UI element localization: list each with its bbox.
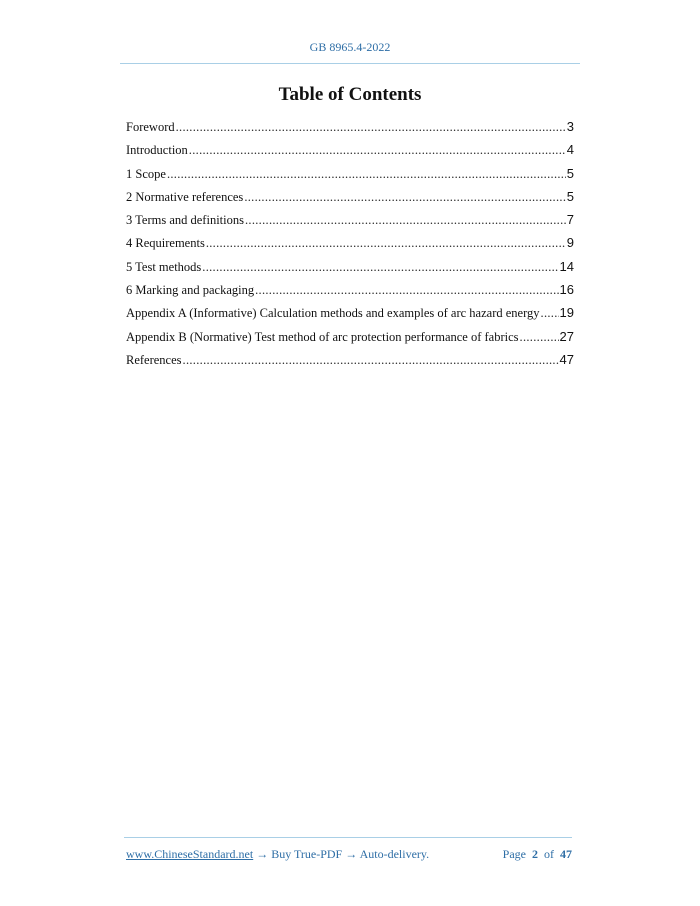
- toc-entry-label: 3 Terms and definitions: [126, 213, 244, 228]
- toc-entry-label: 5 Test methods: [126, 259, 202, 274]
- toc-dot-leader: [202, 258, 558, 276]
- toc-entry-page: 5: [566, 165, 574, 181]
- page-title: Table of Contents: [278, 84, 422, 105]
- toc-entry-page: 7: [566, 212, 574, 228]
- toc-dot-leader: [189, 141, 566, 159]
- delivery-note: Auto-delivery.: [359, 847, 430, 861]
- toc-dot-leader: [183, 351, 559, 369]
- table-of-contents: [126, 118, 574, 374]
- toc-dot-leader: [167, 165, 566, 183]
- toc-entry[interactable]: [126, 188, 574, 211]
- footer-divider: [124, 837, 572, 838]
- toc-entry-page: 14: [559, 258, 574, 274]
- toc-entry[interactable]: [126, 304, 574, 327]
- toc-entry-label: Foreword: [126, 120, 175, 134]
- page-word: Page: [502, 847, 526, 861]
- footer-promo: [126, 847, 429, 862]
- of-word: of: [544, 847, 554, 861]
- toc-entry-label: 1 Scope: [126, 166, 166, 181]
- toc-entry[interactable]: [126, 141, 574, 164]
- toc-entry-page: 3: [566, 119, 574, 134]
- toc-dot-leader: [244, 188, 565, 206]
- toc-entry-label: Appendix A (Informative) Calculation methods and examples of arc hazard energy: [126, 306, 540, 321]
- toc-entry[interactable]: [126, 328, 574, 351]
- toc-entry-label: References: [126, 352, 182, 367]
- toc-entry-page: 9: [566, 235, 574, 251]
- page-indicator: [503, 847, 572, 862]
- toc-entry-page: 16: [559, 282, 574, 298]
- toc-entry-page: 27: [559, 328, 574, 344]
- total-pages-number: 47: [560, 847, 572, 861]
- toc-dot-leader: [541, 304, 559, 322]
- buy-pdf-link[interactable]: Buy True-PDF: [271, 847, 343, 861]
- toc-dot-leader: [206, 234, 566, 252]
- toc-entry-page: 4: [566, 142, 574, 158]
- website-link[interactable]: www.ChineseStandard.net: [126, 847, 254, 861]
- toc-dot-leader: [255, 281, 558, 299]
- toc-entry[interactable]: [126, 234, 574, 257]
- toc-entry-label: 2 Normative references: [126, 189, 244, 204]
- arrow-right-icon: →: [256, 847, 269, 861]
- header-divider: [120, 63, 580, 64]
- toc-entry[interactable]: [126, 258, 574, 281]
- toc-entry[interactable]: [126, 281, 574, 304]
- toc-entry-page: 19: [559, 305, 574, 321]
- toc-entry-page: 5: [566, 188, 574, 204]
- toc-entry[interactable]: [126, 165, 574, 188]
- toc-entry-label: Appendix B (Normative) Test method of arc protection performance of fabrics: [126, 329, 519, 344]
- current-page-number: 2: [532, 847, 538, 861]
- toc-dot-leader: [176, 118, 566, 136]
- toc-dot-leader: [245, 211, 566, 229]
- toc-dot-leader: [520, 328, 559, 346]
- toc-entry-label: 6 Marking and packaging: [126, 283, 255, 298]
- toc-entry[interactable]: [126, 118, 574, 141]
- arrow-right-icon: →: [345, 847, 358, 861]
- toc-entry[interactable]: [126, 351, 574, 374]
- toc-entry-page: 47: [559, 351, 574, 367]
- toc-entry-label: 4 Requirements: [126, 236, 205, 251]
- toc-entry[interactable]: [126, 211, 574, 234]
- document-code: GB 8965.4-2022: [309, 40, 391, 54]
- toc-entry-label: Introduction: [126, 143, 188, 158]
